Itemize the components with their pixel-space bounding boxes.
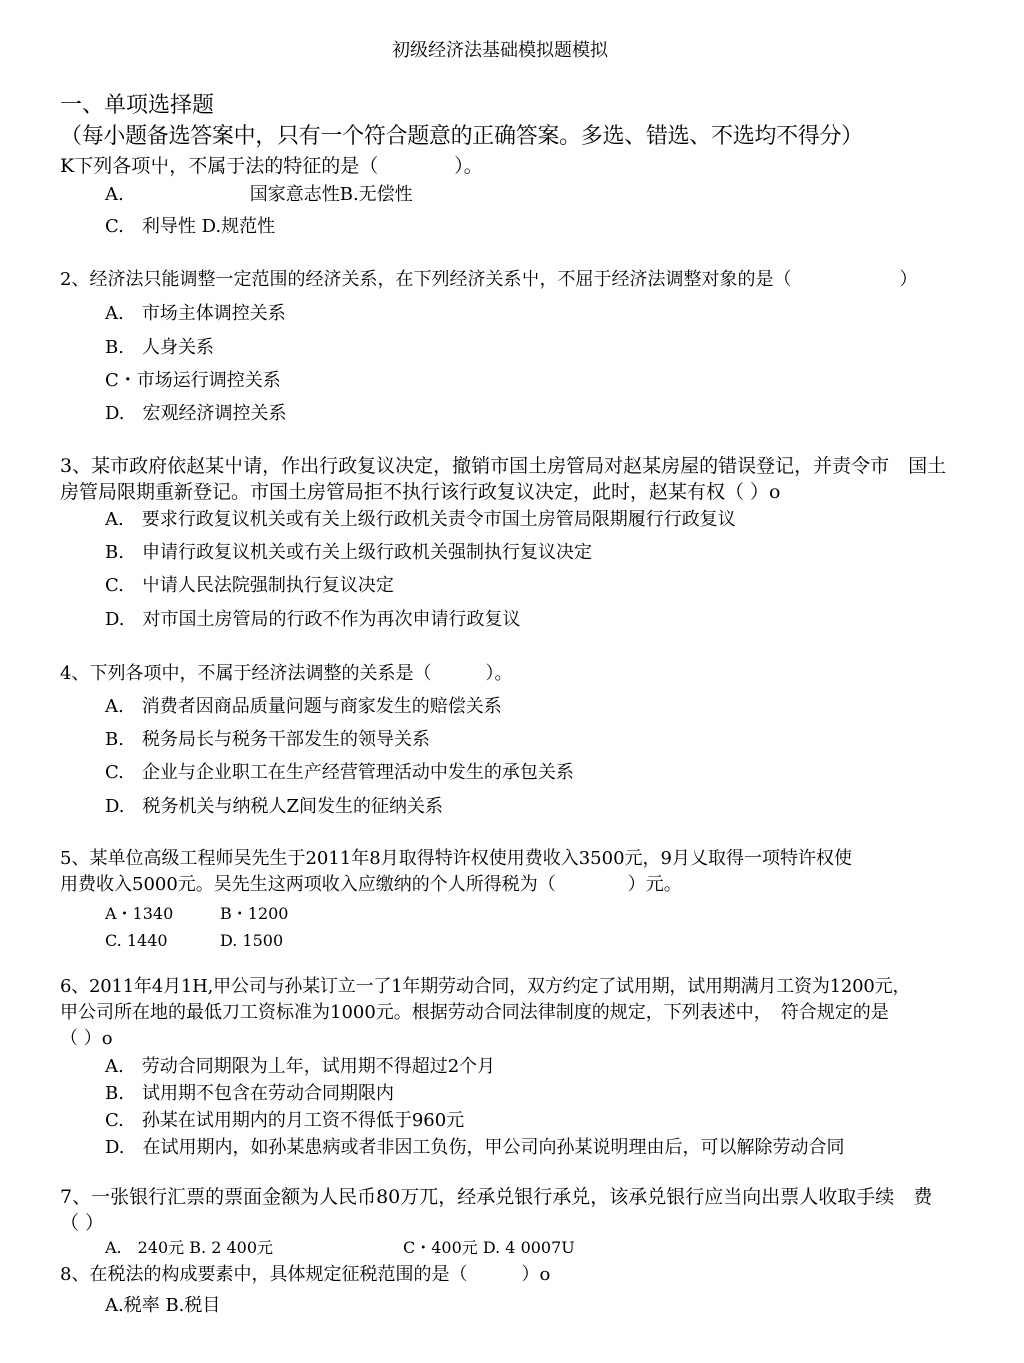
q3-option-d: D. 对市国土房管局的行政不作为再次申请行政复议 xyxy=(105,609,521,630)
q2-option-d: D. 宏观经济调控关系 xyxy=(105,403,287,424)
q3-option-b: B. 申请行政复议机关或冇关上级行政机关强制执行复议决定 xyxy=(105,542,592,563)
q7-stem-line2: （ ） xyxy=(60,1212,105,1234)
q3-option-c: C. 屮请人民法院强制执行复议决定 xyxy=(105,575,394,596)
section-heading: 一、单项选择题 xyxy=(60,93,215,118)
q4-option-c: C. 企业与企业职工在生产经营管理活动中发生的承包关系 xyxy=(105,762,574,783)
q2-option-b: B. 人身关系 xyxy=(105,337,214,358)
q1-options-cd: C. 利导性 D.规范性 xyxy=(105,216,276,237)
q4-option-a: A. 消费者因商品质量问题与商家发生的赔偿关系 xyxy=(105,696,502,717)
q6-stem-line1: 6、2011年4月1H,甲公司与孙某订立一了1年期劳动合同，双方约定了试用期，试用期满月工资为1200元， xyxy=(60,976,911,997)
q8-options-ab: A.税率 B.税目 xyxy=(105,1295,221,1316)
q6-option-d: D. 在试用期内，如孙某患病或者非因工负伤，甲公司向孙某说明理由后，可以解除劳动合同 xyxy=(105,1137,845,1158)
section-instruction: （每小题备选答案中，只有一个符合题意的正确答案。多选、错选、不选均不得分） xyxy=(60,124,863,149)
q3-stem-line1: 3、某市政府依赵某屮请，作出行政复议决定，撤销市国土房管局对赵某房屋的错误登记，并责令市 国土 xyxy=(60,455,947,477)
document-title: 初级经济法基础模拟题模拟 xyxy=(392,40,608,61)
q2-option-a: A. 市场主体调控关系 xyxy=(105,303,286,324)
q4-option-b: B. 税务局长与税务干部发生的领导关系 xyxy=(105,729,430,750)
q5-option-b: B・1200 xyxy=(220,904,289,923)
q2-option-c: C・市场运行调控关系 xyxy=(105,370,281,391)
q6-stem-line2: 甲公司所在地的最低刀工资标准为1000元。根据劳动合同法律制度的规定，下列表述中， 符合规定的是 xyxy=(60,1002,889,1023)
q7-options-cd: C・400元 D. 4 0007U xyxy=(403,1238,575,1257)
q5-option-d: D. 1500 xyxy=(220,931,284,950)
q3-stem-line2: 房管局限期重新登记。市国土房管局拒不执行该行政复议决定，此时，赵某有权（ ）o xyxy=(60,481,781,503)
q4-option-d: D. 税务机关与纳税人Z间发生的征纳关系 xyxy=(105,796,444,817)
q7-stem-line1: 7、一张银行汇票的票面金额为人民币80万兀，经承兑银行承兑，该承兑银行应当向出票人收取手续 费 xyxy=(60,1186,933,1208)
q1-stem: K下列各项屮，不属于法的特征的是（ ）。 xyxy=(60,155,483,177)
q8-stem: 8、在税法的构成要素中，具体规定征税范围的是（ ）o xyxy=(60,1264,551,1285)
q5-option-c: C. 1440 xyxy=(105,931,168,950)
q6-option-c: C. 孙某在试用期内的月工资不得低于960元 xyxy=(105,1110,465,1131)
q6-option-a: A. 劳动合同期限为丄年，试用期不得超过2个月 xyxy=(105,1056,496,1077)
q2-stem: 2、经济法只能调整一定范围的经济关系，在下列经济关系屮，不屈于经济法调整对象的是（ ） xyxy=(60,269,918,290)
q7-options-ab: A. 240元 B. 2 400元 xyxy=(105,1238,274,1257)
q1-options-ab: A. 国家意志性B.无偿性 xyxy=(105,184,413,205)
q5-stem-line2: 用费收入5000元。吴先生这两项收入应缴纳的个人所得税为（ ）元。 xyxy=(60,874,682,895)
q3-option-a: A. 要求行政复议机关或有关上级行政机关责令市国土房管局限期履行行政复议 xyxy=(105,509,736,530)
q5-stem-line1: 5、某单位高级工程师吴先生于2011年8月取得特许权使用费收入3500元，9月乂取得一项特许权使 xyxy=(60,848,852,869)
q6-stem-line3: （ ）o xyxy=(60,1028,113,1049)
q4-stem: 4、下列各项中，不属于经济法调整的关系是（ ）。 xyxy=(60,663,513,684)
q5-option-a: A・1340 xyxy=(105,904,174,923)
q6-option-b: B. 试用期不包含在劳动合同期限内 xyxy=(105,1083,394,1104)
